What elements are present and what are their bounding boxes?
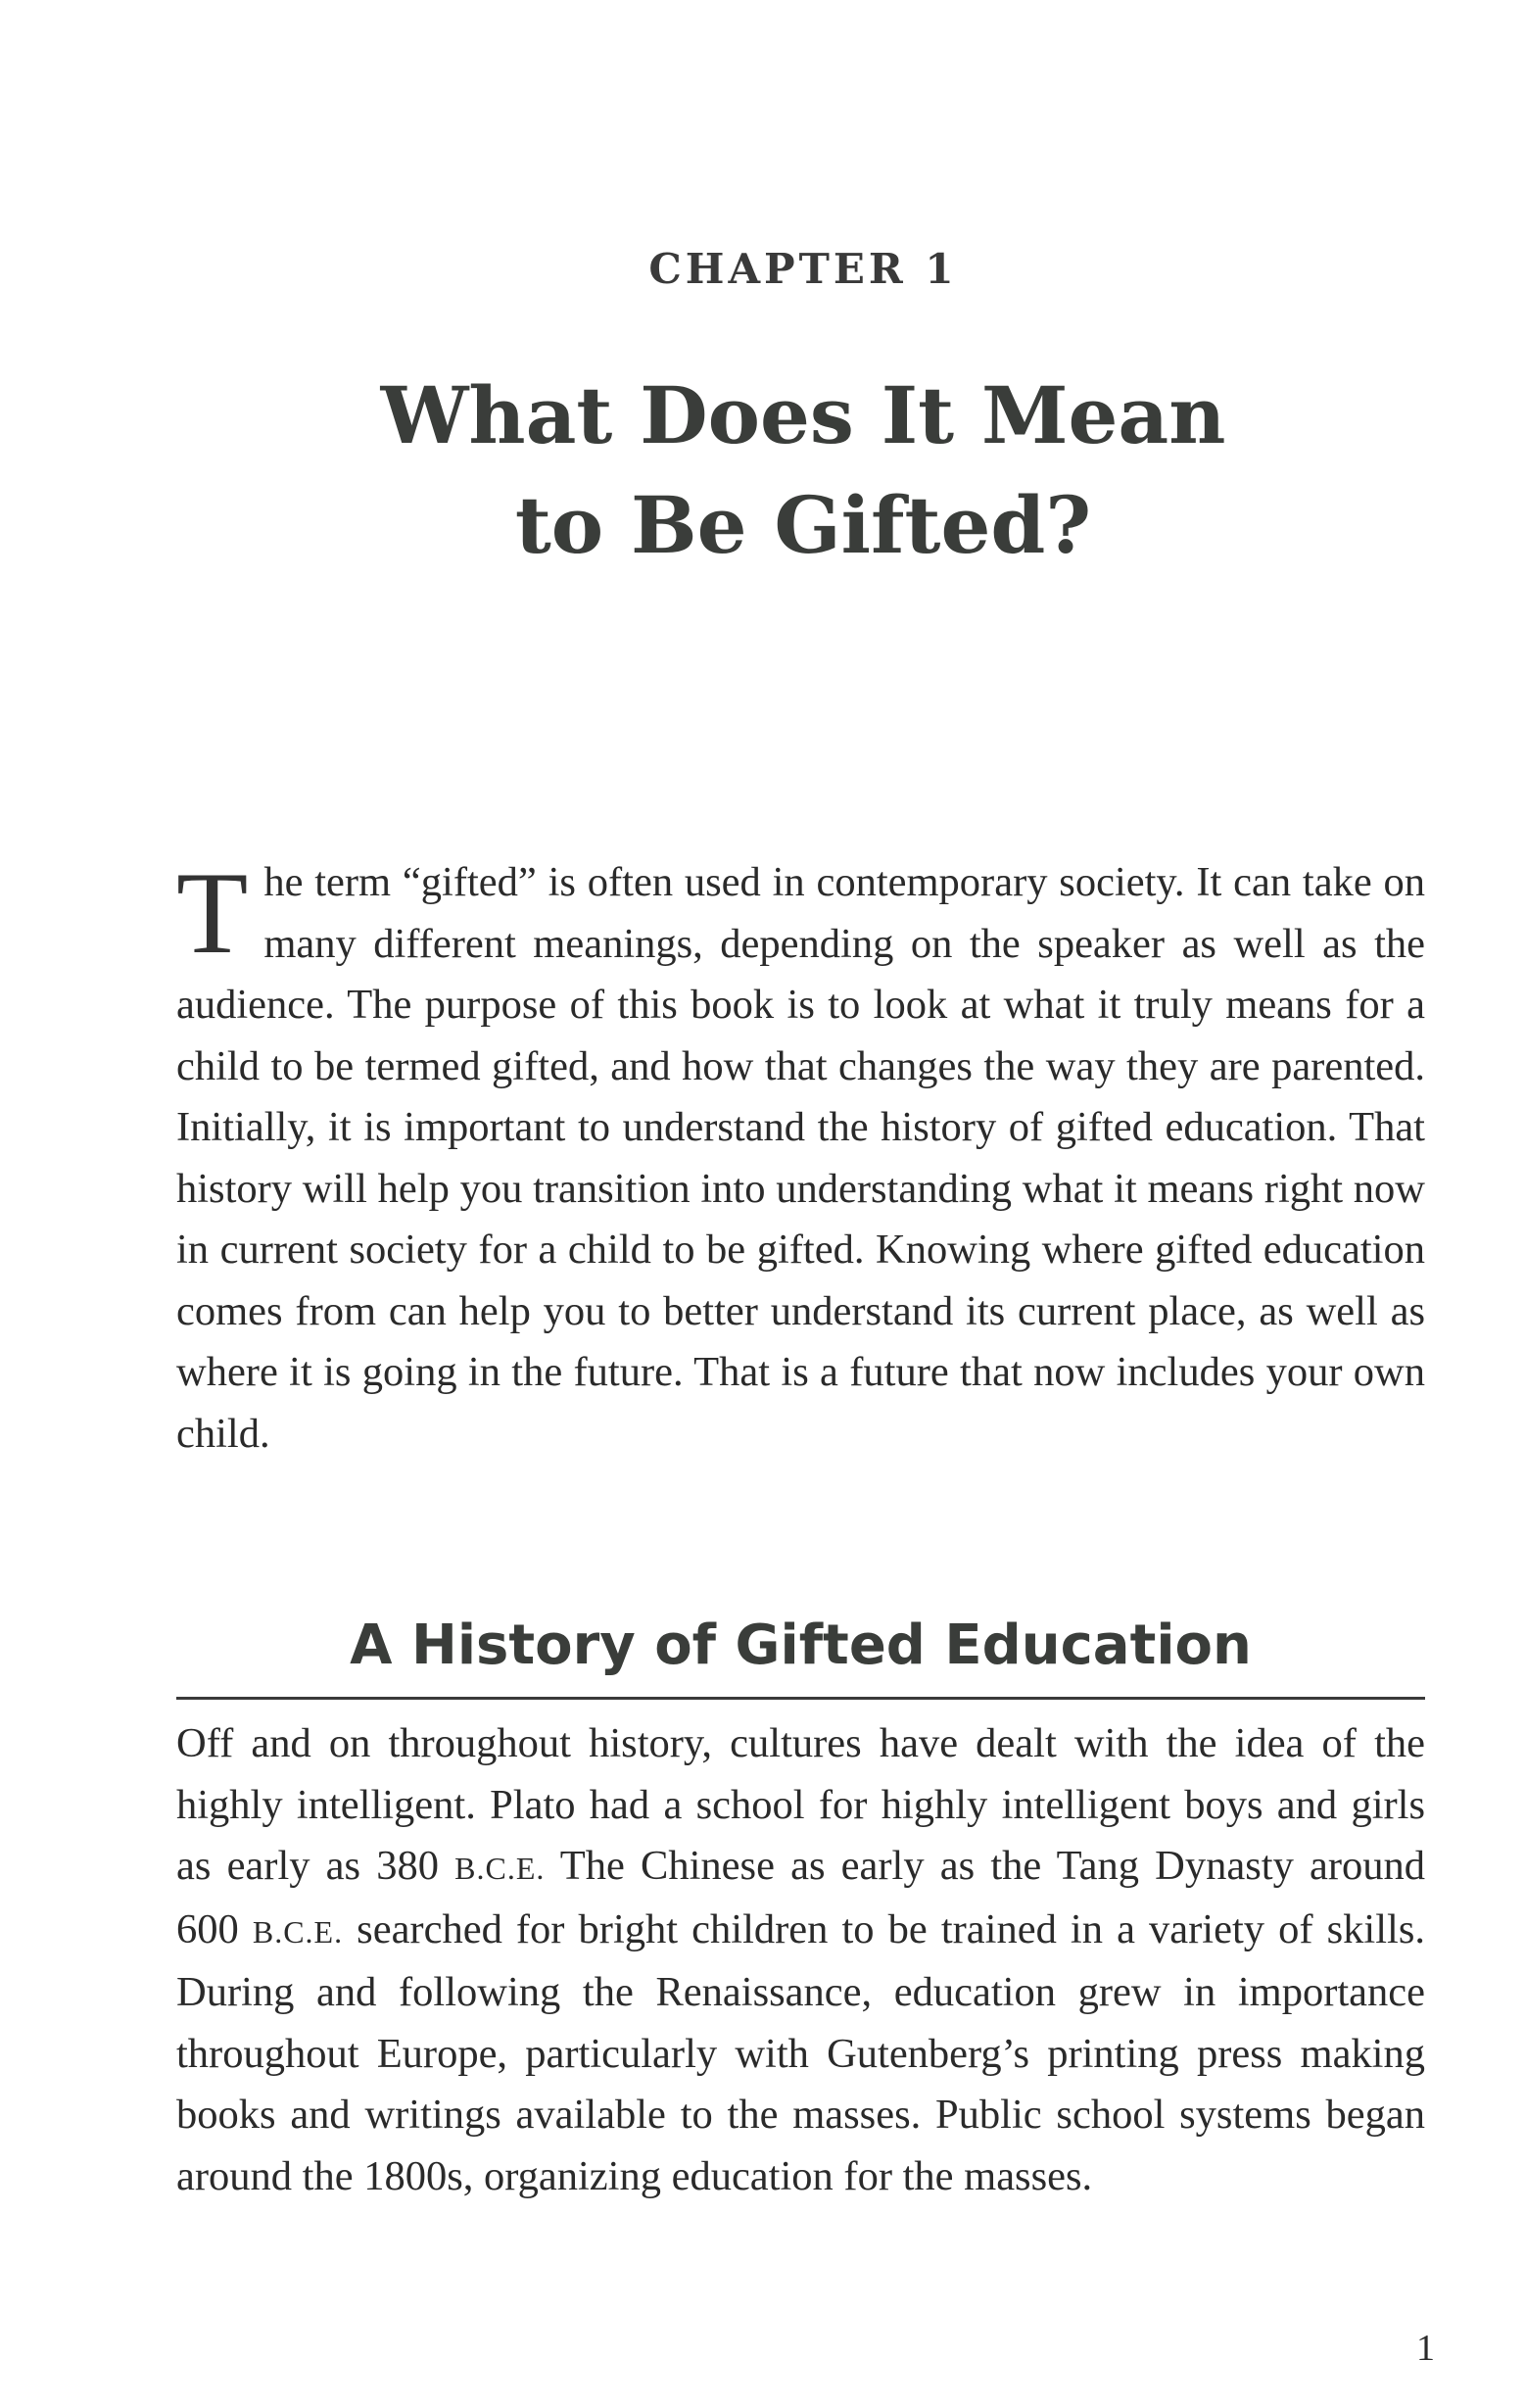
drop-cap: T: [176, 847, 249, 978]
section-text-part-1: Off and on throughout history, cultures have dealt with the idea of the highly intelligent. Plato had a school for highly intelligent boys and girls as early as 380: [176, 1720, 1425, 1889]
section-text-part-2: The Chinese as early as the Tang Dynasty around 600: [176, 1843, 1426, 1952]
chapter-label: CHAPTER 1: [648, 245, 958, 293]
section-heading: [176, 1607, 1425, 1700]
chapter-title-line-1: What Does It Mean: [380, 369, 1226, 461]
era-abbreviation-2: B.C.E.: [252, 1913, 344, 1950]
era-abbreviation-1: B.C.E.: [454, 1851, 546, 1886]
chapter-title: [0, 361, 1525, 580]
intro-paragraph: [176, 847, 1425, 1465]
chapter-title-line-2: to Be Gifted?: [514, 479, 1092, 571]
section-paragraph: [176, 1713, 1425, 2207]
section-heading-text: A History of Gifted Education: [350, 1613, 1252, 1677]
intro-text: he term “gifted” is often used in contemporary society. It can take on many different meanings, depending on the speaker as well as the audience. The purpose of this book is to look at what it truly means for a child to be termed gifted, and how that changes the way they are parented. Initially, it is important to understand the history of gifted education. That history will help you transition into understanding what it means right now in current society for a child to be gifted. Knowing where gifted education comes from can help you to better understand its current place, as well as where it is going in the future. That is a future that now includes your own child.: [176, 859, 1425, 1457]
page-number: 1: [1416, 2328, 1435, 2369]
section-text-part-3: searched for bright children to be trained in a variety of skills. During and following the Renaissance, education grew in importance throughout Europe, particularly with Gutenberg’s printing press making books and writings available to the masses. Public school systems began around the 1800s, organizing education for the masses.: [176, 1905, 1425, 2199]
